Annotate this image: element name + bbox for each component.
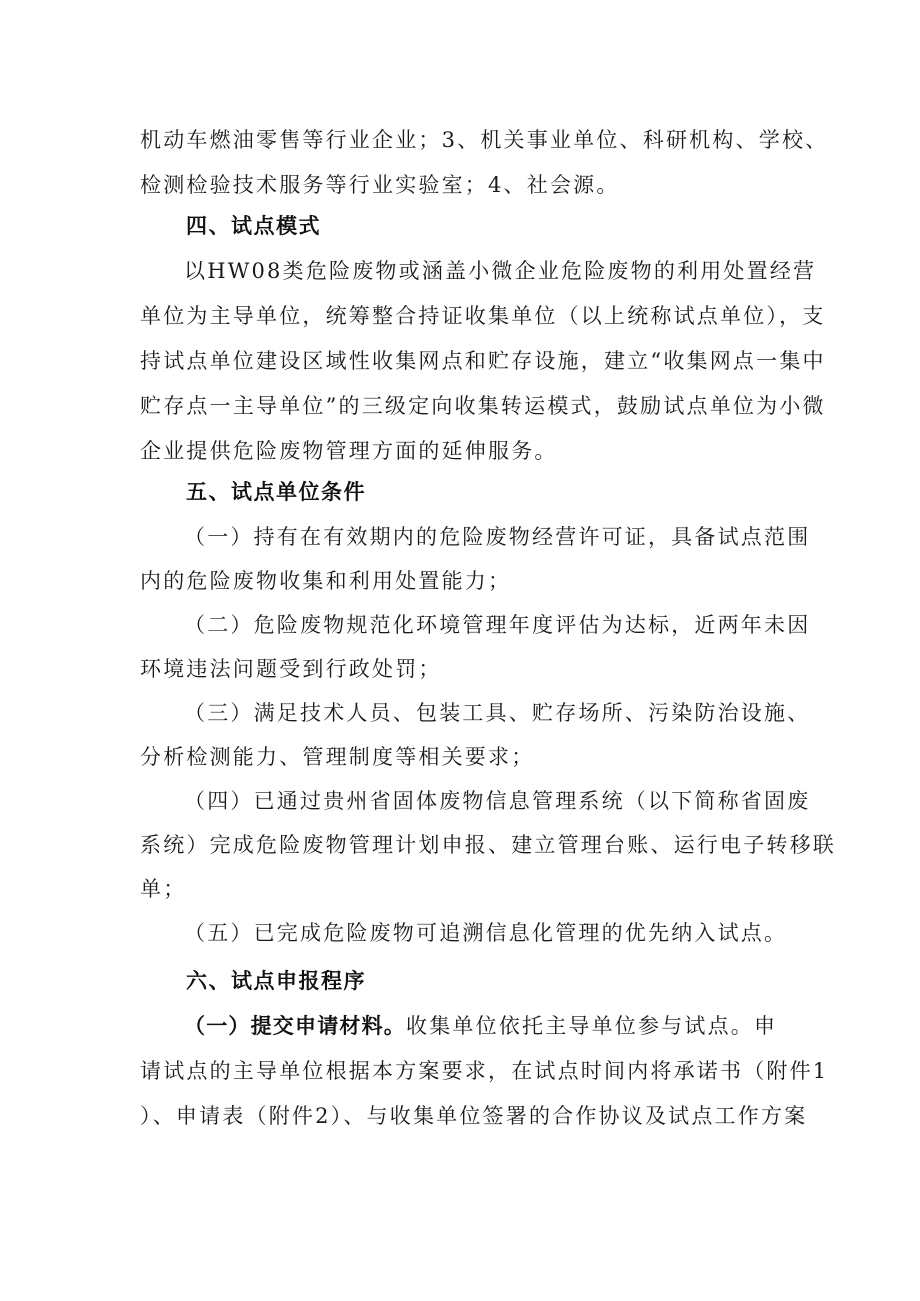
text-line: （二）危险废物规范化环境管理年度评估为达标，近两年未因 xyxy=(184,613,811,637)
text-line: （四）已通过贵州省固体废物信息管理系统（以下简称省固废 xyxy=(184,789,811,813)
text-line: 企业提供危险废物管理方面的延伸服务。 xyxy=(140,439,558,463)
text-line xyxy=(184,1012,777,1040)
section-heading-5: 五、试点单位条件 xyxy=(186,480,366,504)
text-line: 系统）完成危险废物管理计划申报、建立管理台账、运行电子转移联 xyxy=(140,833,836,857)
text-line: 持试点单位建设区域性收集网点和贮存设施，建立“收集网点一集中 xyxy=(140,349,826,373)
text-line: （三）满足技术人员、包装工具、贮存场所、污染防治设施、 xyxy=(184,701,811,725)
text-line: 环境违法问题受到行政处罚； xyxy=(140,657,442,681)
text-line: 请试点的主导单位根据本方案要求，在试点时间内将承诺书（附件1 xyxy=(140,1059,829,1083)
text-line: 以HW08类危险废物或涵盖小微企业危险废物的利用处置经营 xyxy=(184,259,817,283)
bold-lead: （一）提交申请材料。 xyxy=(184,1014,406,1038)
section-heading-4: 四、试点模式 xyxy=(186,214,321,238)
text-line: 分析检测能力、管理制度等相关要求； xyxy=(140,745,535,769)
text-line: 单； xyxy=(140,877,187,901)
text-line: ）、申请表（附件2）、与收集单位签署的合作协议及试点工作方案 xyxy=(140,1104,808,1128)
text-line: 检测检验技术服务等行业实验室；4、社会源。 xyxy=(140,173,620,197)
text-line: 贮存点一主导单位”的三级定向收集转运模式，鼓励试点单位为小微 xyxy=(140,394,826,418)
text-line: （一）持有在有效期内的危险废物经营许可证，具备试点范围 xyxy=(184,525,811,549)
text-line: 内的危险废物收集和利用处置能力； xyxy=(140,569,512,593)
text-run: 收集单位依托主导单位参与试点。申 xyxy=(406,1014,778,1038)
text-line: （五）已完成危险废物可追溯信息化管理的优先纳入试点。 xyxy=(184,921,788,945)
text-line: 机动车燃油零售等行业企业；3、机关事业单位、科研机构、学校、 xyxy=(140,128,829,152)
section-heading-6: 六、试点申报程序 xyxy=(186,969,366,993)
text-line: 单位为主导单位，统筹整合持证收集单位（以上统称试点单位），支 xyxy=(140,304,826,328)
